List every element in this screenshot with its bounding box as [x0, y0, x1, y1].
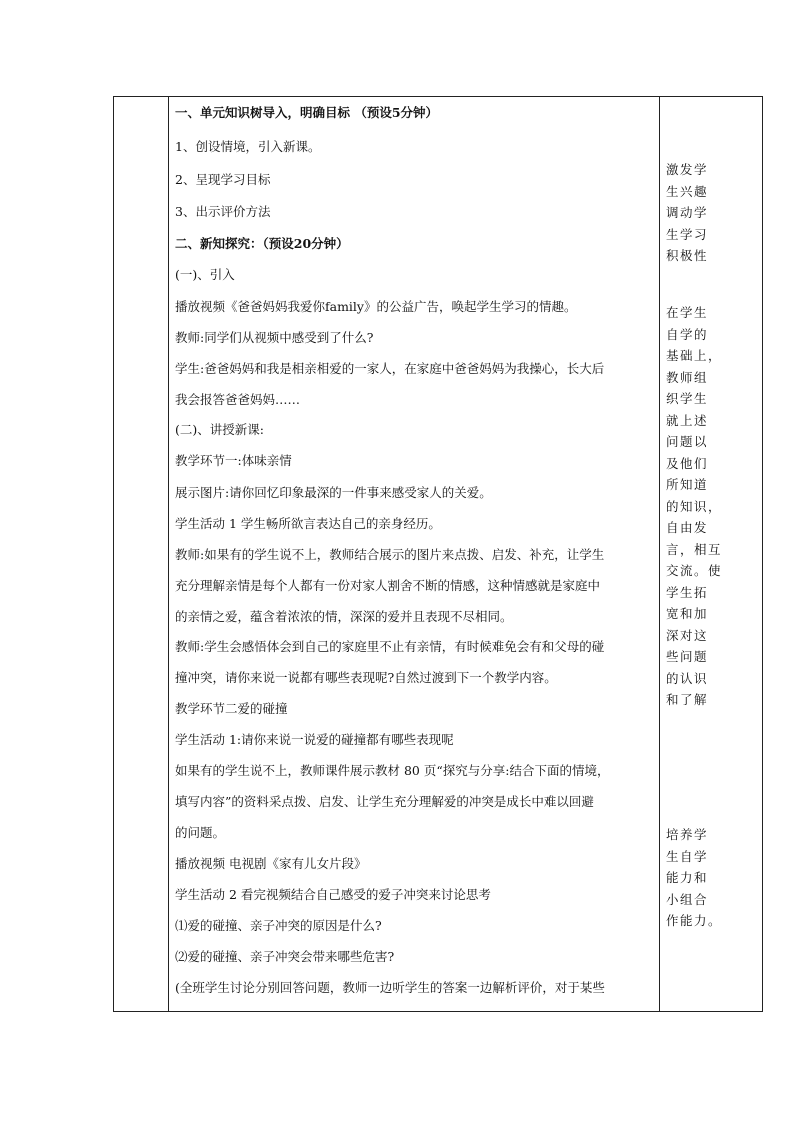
- side-note-motivation: [666, 159, 758, 267]
- content-line: 教学环节二爱的碰撞: [175, 701, 288, 716]
- side-note-line: 的知识，: [666, 498, 723, 514]
- content-line: 充分理解亲情是每个人都有一份对家人割舍不断的情感，这种情感就是家庭中: [175, 578, 601, 593]
- side-note-line: 激发学: [666, 162, 709, 177]
- content-line: 学生:爸爸妈妈和我是相亲相爱的一家人，在家庭中爸爸妈妈为我操心，长大后: [175, 361, 605, 376]
- side-note-line: 及他们: [666, 455, 709, 471]
- section-heading-explore: 二、新知探究：（预设20分钟）: [175, 236, 349, 251]
- side-note-line: 所知道: [666, 477, 709, 492]
- content-line: (全班学生讨论分别回答问题，教师一边听学生的答案一边解析评价，对于某些: [175, 980, 605, 995]
- column-divider-left: [168, 97, 169, 1011]
- content-line: 1、创设情境，引入新课。: [175, 139, 321, 154]
- side-note-line: 小组合: [666, 891, 709, 907]
- side-note-discussion: [666, 302, 758, 711]
- lesson-plan-table: [113, 96, 763, 1012]
- side-note-line: 作能力。: [666, 913, 723, 928]
- content-line: 如果有的学生说不上，教师课件展示教材 80 页“探究与分享:结合下面的情境，: [175, 763, 610, 778]
- section-heading-intro: 一、单元知识树导入，明确目标 （预设5分钟）: [175, 105, 439, 120]
- content-line: 展示图片:请你回忆印象最深的一件事来感受家人的关爱。: [175, 485, 492, 500]
- content-line: 2、呈现学习目标: [175, 172, 271, 187]
- content-line: 教师:如果有的学生说不上，教师结合展示的图片来点拨、启发、补充，让学生: [175, 547, 605, 562]
- side-note-line: 自由发: [666, 520, 709, 535]
- content-line: 学生活动 1 学生畅所欲言表达自己的亲身经历。: [175, 516, 441, 531]
- content-line: 教学环节一:体味亲情: [175, 453, 292, 468]
- side-note-line: 调动学: [666, 205, 709, 220]
- content-line: 播放视频 电视剧《家有儿女片段》: [175, 856, 367, 871]
- content-line: 填写内容”的资料采点拨、启发、让学生充分理解爱的冲突是成长中难以回避: [175, 794, 594, 809]
- side-note-line: 培养学: [666, 827, 709, 842]
- content-line: 学生活动 2 看完视频结合自己感受的爱子冲突来讨论思考: [175, 887, 491, 902]
- content-line: ⑵爱的碰撞、亲子冲突会带来哪些危害?: [175, 949, 395, 964]
- side-note-line: 基础上，: [666, 348, 723, 363]
- side-note-line: 言，相互: [666, 541, 723, 557]
- side-note-line: 交流。使: [666, 563, 723, 578]
- side-note-line: 学生拓: [666, 584, 709, 600]
- content-line: 播放视频《爸爸妈妈我爱你family》的公益广告，唤起学生学习的情趣。: [175, 299, 577, 314]
- side-note-line: 的认识: [666, 670, 709, 686]
- subsection-heading: (一)、引入: [175, 267, 235, 282]
- side-note-line: 生自学: [666, 848, 709, 864]
- content-line: 教师:学生会感悟体会到自己的家庭里不止有亲情，有时候难免会有和父母的碰: [175, 639, 605, 654]
- side-note-line: 教师组: [666, 369, 709, 385]
- side-note-line: 问题以: [666, 434, 709, 449]
- side-note-line: 生兴趣: [666, 183, 709, 199]
- column-divider-right: [659, 97, 660, 1011]
- side-note-line: 和了解: [666, 692, 709, 707]
- side-note-line: 生学习: [666, 226, 709, 242]
- side-note-line: 在学生: [666, 305, 709, 320]
- content-line: 我会报答爸爸妈妈……: [175, 392, 301, 407]
- content-line: 撞冲突，请你来说一说都有哪些表现呢?自然过渡到下一个教学内容。: [175, 670, 557, 685]
- side-note-line: 深对这: [666, 627, 709, 643]
- content-line: 学生活动 1:请你来说一说爱的碰撞都有哪些表现呢: [175, 732, 454, 747]
- side-note-line: 自学的: [666, 326, 709, 342]
- side-note-skills: [666, 824, 758, 932]
- subsection-heading: (二)、讲授新课:: [175, 422, 264, 437]
- side-note-line: 就上述: [666, 412, 709, 428]
- content-line: 教师:同学们从视频中感受到了什么?: [175, 330, 374, 345]
- content-line: 的亲情之爱，蕴含着浓浓的情，深深的爱并且表现不尽相同。: [175, 609, 513, 624]
- content-line: 3、出示评价方法: [175, 204, 271, 219]
- side-note-line: 织学生: [666, 391, 709, 406]
- side-note-line: 宽和加: [666, 606, 709, 621]
- side-note-line: 能力和: [666, 870, 709, 885]
- side-note-line: 些问题: [666, 649, 709, 664]
- content-line: ⑴爱的碰撞、亲子冲突的原因是什么?: [175, 918, 382, 933]
- side-note-line: 积极性: [666, 248, 709, 263]
- content-line: 的问题。: [175, 825, 226, 840]
